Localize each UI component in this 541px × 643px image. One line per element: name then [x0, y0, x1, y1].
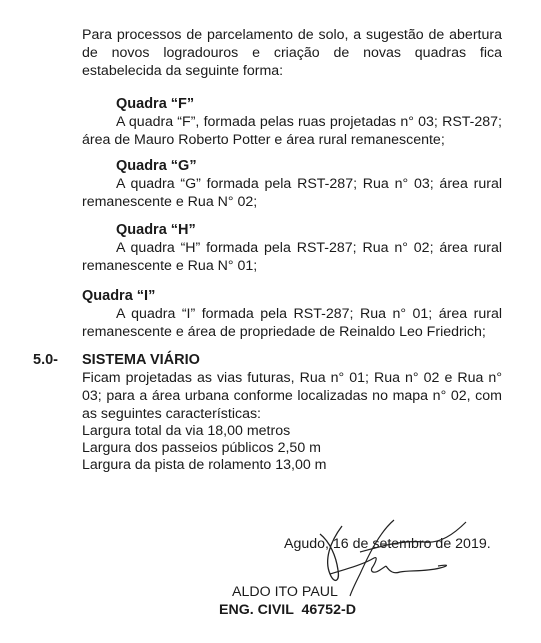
quadra-f-line: área de Mauro Roberto Potter e área rural remanescente;	[82, 132, 445, 148]
intro-line: de novos logradouros e criação de novas quadras fica	[82, 45, 502, 61]
quadra-h-line: A quadra “H” formada pela RST-287; Rua n° 02; área rural	[116, 240, 502, 256]
quadra-g-line: A quadra “G” formada pela RST-287; Rua n° 03; área rural	[116, 176, 502, 192]
quadra-g-line: remanescente e Rua N° 02;	[82, 194, 258, 210]
quadra-h-line: remanescente e Rua N° 01;	[82, 258, 258, 274]
quadra-i-line: A quadra “I” formada pela RST-287; Rua n° 01; área rural	[116, 306, 502, 322]
section-number: 5.0-	[33, 352, 58, 368]
intro-line: Para processos de parcelamento de solo, a sugestão de abertura	[82, 27, 502, 43]
quadra-i-title: Quadra “I”	[82, 288, 156, 304]
quadra-f-title: Quadra “F”	[116, 96, 195, 112]
section-line: as seguintes características:	[82, 406, 261, 422]
section-item: Largura da pista de rolamento 13,00 m	[82, 457, 327, 473]
section-item: Largura dos passeios públicos 2,50 m	[82, 440, 321, 456]
quadra-i-line: remanescente e área de propriedade de Reinaldo Leo Friedrich;	[82, 324, 486, 340]
section-title: SISTEMA VIÁRIO	[82, 352, 200, 368]
signer-registration: ENG. CIVIL 46752-D	[219, 602, 356, 618]
section-item: Largura total da via 18,00 metros	[82, 423, 291, 439]
quadra-g-title: Quadra “G”	[116, 158, 197, 174]
quadra-h-title: Quadra “H”	[116, 222, 196, 238]
section-line: Ficam projetadas as vias futuras, Rua n° 01; Rua n° 02 e Rua n°	[82, 370, 502, 386]
place-date: Agudo, 16 de setembro de 2019.	[284, 536, 491, 552]
quadra-f-line: A quadra “F”, formada pelas ruas projetadas n° 03; RST-287;	[116, 114, 502, 130]
section-line: 03; para a área urbana conforme localizadas no mapa n° 02, com	[82, 388, 502, 404]
signer-name: ALDO ITO PAUL	[232, 584, 338, 600]
intro-line: estabelecida da seguinte forma:	[82, 63, 284, 79]
